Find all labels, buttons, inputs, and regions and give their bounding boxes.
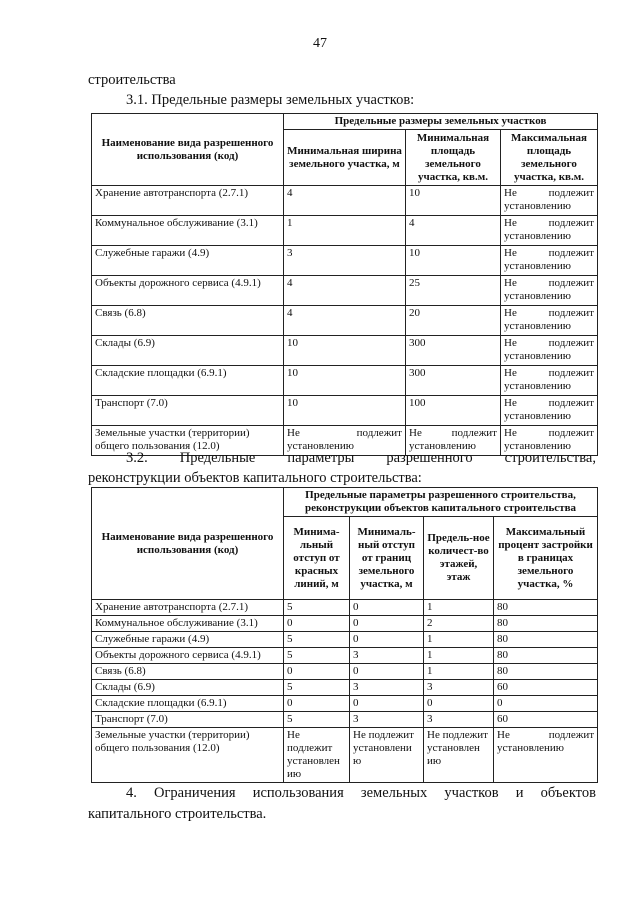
heading-3-2-word: параметры <box>287 450 355 466</box>
red-line-setback-cell: 5 <box>284 632 350 648</box>
coverage-cell: 60 <box>494 680 598 696</box>
header-use-type: Наименование вида разрешенного использования (код) <box>92 488 284 600</box>
min-area-cell: 300 <box>406 366 501 396</box>
section-4-word: объектов <box>540 785 596 801</box>
coverage-cell: 80 <box>494 616 598 632</box>
boundary-setback-cell: 0 <box>350 600 424 616</box>
table-row <box>92 276 598 306</box>
max-area-cell: Не подлежит установлению <box>501 186 598 216</box>
boundary-setback-cell: 0 <box>350 616 424 632</box>
red-line-setback-cell: 5 <box>284 712 350 728</box>
construction-parameters-table <box>91 487 598 783</box>
max-area-cell: Не подлежит установлению <box>501 246 598 276</box>
boundary-setback-cell: 3 <box>350 648 424 664</box>
max-area-cell: Не подлежит установлению <box>501 366 598 396</box>
max-area-cell: Не подлежит установлению <box>501 396 598 426</box>
table-row <box>92 186 598 216</box>
table-row <box>92 246 598 276</box>
use-type-cell: Служебные гаражи (4.9) <box>92 246 284 276</box>
table-row <box>92 712 598 728</box>
header-group: Предельные параметры разрешенного строительства, реконструкции объектов капитального строительства <box>284 488 598 517</box>
table-row <box>92 336 598 366</box>
red-line-setback-cell: 0 <box>284 696 350 712</box>
use-type-cell: Склады (6.9) <box>92 336 284 366</box>
floors-cell: 1 <box>424 600 494 616</box>
table-row <box>92 396 598 426</box>
table-row <box>92 680 598 696</box>
min-width-cell: Не подлежит установлению <box>284 426 406 456</box>
section-4-word: использования <box>252 785 344 801</box>
max-area-cell: Не подлежит установлению <box>501 306 598 336</box>
table-row <box>92 306 598 336</box>
page-number: 47 <box>313 36 327 51</box>
header-max-area: Максимальная площадь земельного участка, кв.м. <box>501 130 598 186</box>
min-area-cell: 10 <box>406 186 501 216</box>
heading-3-2-word: 3.2. <box>126 450 148 466</box>
boundary-setback-cell: 3 <box>350 712 424 728</box>
coverage-cell: Не подлежит установлению <box>494 728 598 783</box>
use-type-cell: Объекты дорожного сервиса (4.9.1) <box>92 648 284 664</box>
red-line-setback-cell: 5 <box>284 680 350 696</box>
max-area-cell: Не подлежит установлению <box>501 276 598 306</box>
use-type-cell: Склады (6.9) <box>92 680 284 696</box>
min-width-cell: 1 <box>284 216 406 246</box>
coverage-cell: 80 <box>494 600 598 616</box>
use-type-cell: Хранение автотранспорта (2.7.1) <box>92 600 284 616</box>
min-width-cell: 10 <box>284 396 406 426</box>
section-4-word: 4. <box>126 785 137 801</box>
floors-cell: Не подлежит установлен ию <box>424 728 494 783</box>
min-area-cell: 300 <box>406 336 501 366</box>
section-4-heading <box>126 785 596 802</box>
floors-cell: 1 <box>424 632 494 648</box>
max-area-cell: Не подлежит установлению <box>501 216 598 246</box>
min-area-cell: 100 <box>406 396 501 426</box>
header-group: Предельные размеры земельных участков <box>284 114 598 130</box>
max-area-cell: Не подлежит установлению <box>501 336 598 366</box>
use-type-cell: Складские площадки (6.9.1) <box>92 366 284 396</box>
floors-cell: 1 <box>424 648 494 664</box>
coverage-cell: 0 <box>494 696 598 712</box>
table-row <box>92 664 598 680</box>
min-width-cell: 4 <box>284 306 406 336</box>
heading-3-2 <box>126 450 596 467</box>
use-type-cell: Объекты дорожного сервиса (4.9.1) <box>92 276 284 306</box>
table-row <box>92 616 598 632</box>
use-type-cell: Складские площадки (6.9.1) <box>92 696 284 712</box>
table-row <box>92 600 598 616</box>
coverage-cell: 80 <box>494 664 598 680</box>
section-4-word: Ограничения <box>154 785 236 801</box>
floors-cell: 2 <box>424 616 494 632</box>
min-width-cell: 4 <box>284 276 406 306</box>
table-row <box>92 366 598 396</box>
min-area-cell: 25 <box>406 276 501 306</box>
red-line-setback-cell: Не подлежит установлен ию <box>284 728 350 783</box>
use-type-cell: Связь (6.8) <box>92 306 284 336</box>
intro-line: строительства <box>88 72 176 88</box>
use-type-cell: Земельные участки (территории) общего пользования (12.0) <box>92 426 284 456</box>
use-type-cell: Транспорт (7.0) <box>92 712 284 728</box>
header-min-area: Минимальная площадь земельного участка, кв.м. <box>406 130 501 186</box>
min-width-cell: 4 <box>284 186 406 216</box>
red-line-setback-cell: 5 <box>284 648 350 664</box>
table-row <box>92 216 598 246</box>
floors-cell: 3 <box>424 712 494 728</box>
min-width-cell: 10 <box>284 366 406 396</box>
boundary-setback-cell: 0 <box>350 632 424 648</box>
use-type-cell: Земельные участки (территории) общего пользования (12.0) <box>92 728 284 783</box>
heading-3-2-line2: реконструкции объектов капитального строительства: <box>88 470 422 486</box>
floors-cell: 0 <box>424 696 494 712</box>
header-coverage: Максимальный процент застройки в границах земельного участка, % <box>494 517 598 600</box>
table-row <box>92 728 598 783</box>
boundary-setback-cell: Не подлежит установлени ю <box>350 728 424 783</box>
table-row <box>92 648 598 664</box>
min-area-cell: 20 <box>406 306 501 336</box>
floors-cell: 1 <box>424 664 494 680</box>
header-min-width: Минимальная ширина земельного участка, м <box>284 130 406 186</box>
max-area-cell: Не подлежит установлению <box>501 426 598 456</box>
table-row <box>92 696 598 712</box>
land-plot-sizes-table <box>91 113 598 456</box>
use-type-cell: Связь (6.8) <box>92 664 284 680</box>
section-4-line2: капитального строительства. <box>88 806 267 822</box>
use-type-cell: Транспорт (7.0) <box>92 396 284 426</box>
header-use-type: Наименование вида разрешенного использования (код) <box>92 114 284 186</box>
section-4-word: участков <box>444 785 499 801</box>
table-row <box>92 632 598 648</box>
red-line-setback-cell: 0 <box>284 664 350 680</box>
section-4-word: и <box>515 785 524 801</box>
use-type-cell: Коммунальное обслуживание (3.1) <box>92 616 284 632</box>
use-type-cell: Коммунальное обслуживание (3.1) <box>92 216 284 246</box>
section-4-word: земельных <box>360 785 428 801</box>
coverage-cell: 80 <box>494 648 598 664</box>
header-floors: Предель-ное количест-во этажей, этаж <box>424 517 494 600</box>
header-boundary-setback: Минималь-ный отступ от границ земельного участка, м <box>350 517 424 600</box>
red-line-setback-cell: 0 <box>284 616 350 632</box>
min-area-cell: 4 <box>406 216 501 246</box>
coverage-cell: 60 <box>494 712 598 728</box>
heading-3-2-word: строительства, <box>504 450 596 466</box>
heading-3-1: 3.1. Предельные размеры земельных участков: <box>126 92 415 108</box>
heading-3-2-word: Предельные <box>179 450 256 466</box>
boundary-setback-cell: 0 <box>350 664 424 680</box>
boundary-setback-cell: 0 <box>350 696 424 712</box>
use-type-cell: Служебные гаражи (4.9) <box>92 632 284 648</box>
floors-cell: 3 <box>424 680 494 696</box>
header-red-line-setback: Минима-льный отступ от красных линий, м <box>284 517 350 600</box>
heading-3-2-word: разрешенного <box>386 450 473 466</box>
min-width-cell: 10 <box>284 336 406 366</box>
coverage-cell: 80 <box>494 632 598 648</box>
red-line-setback-cell: 5 <box>284 600 350 616</box>
boundary-setback-cell: 3 <box>350 680 424 696</box>
min-area-cell: Не подлежит установлению <box>406 426 501 456</box>
min-area-cell: 10 <box>406 246 501 276</box>
min-width-cell: 3 <box>284 246 406 276</box>
use-type-cell: Хранение автотранспорта (2.7.1) <box>92 186 284 216</box>
